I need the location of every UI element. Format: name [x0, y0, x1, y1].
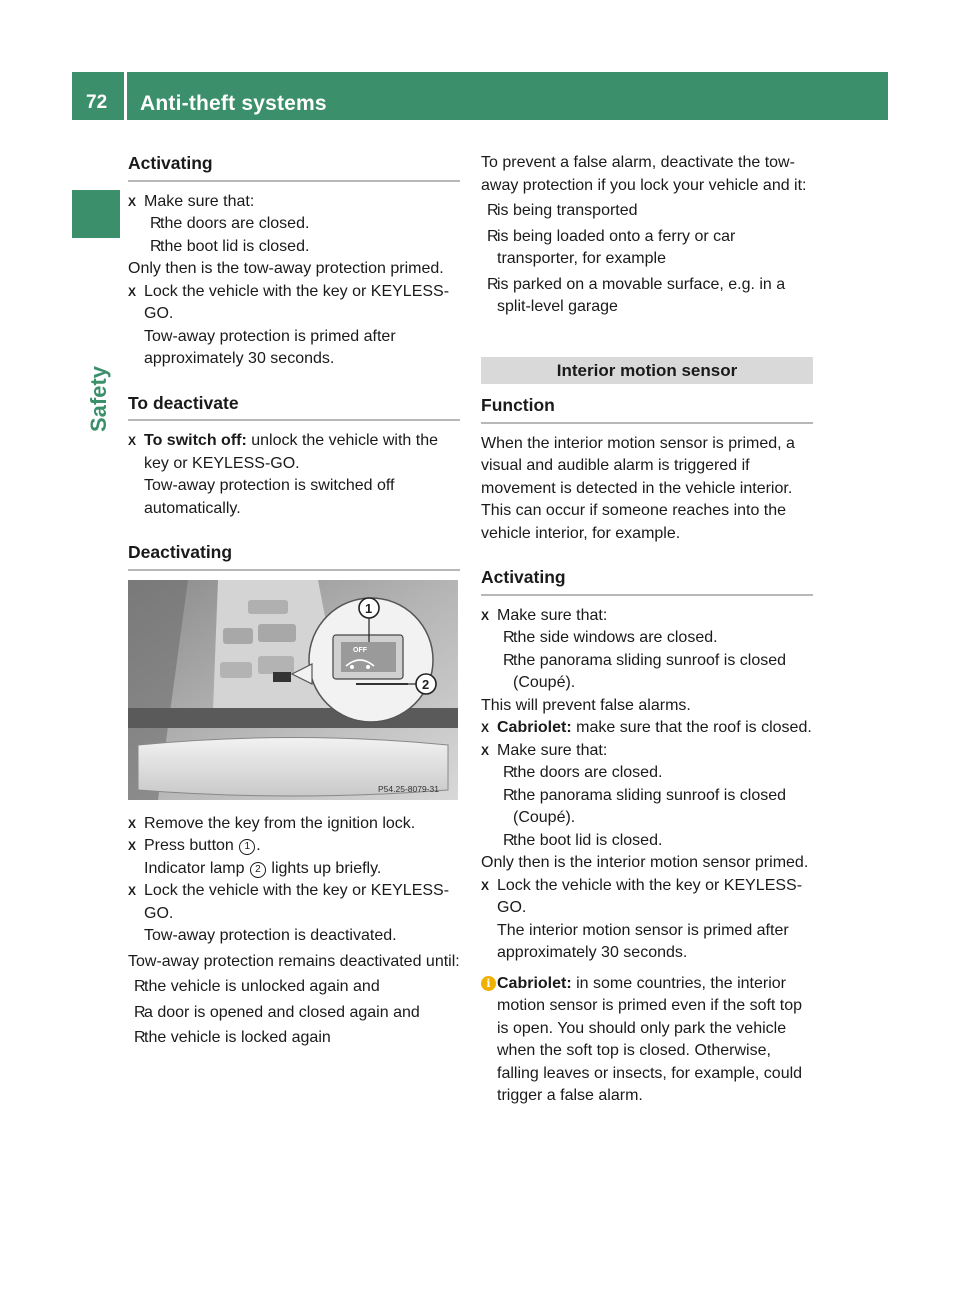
- step: [128, 835, 460, 880]
- page-number: 72: [86, 92, 108, 113]
- bullet-group: [481, 627, 813, 695]
- step-text: Make sure that:: [497, 741, 608, 759]
- step-arrow-icon: X: [481, 608, 490, 623]
- bullet-item: [481, 200, 813, 223]
- step-note: The interior motion sensor is primed after approximately 30 seconds.: [497, 921, 789, 961]
- info-label: Cabriolet:: [497, 974, 572, 992]
- callout-1: 1: [365, 600, 373, 616]
- section-title: Interior motion sensor: [481, 357, 813, 385]
- step-note: Indicator lamp: [144, 859, 249, 877]
- step-text: Lock the vehicle with the key or KEYLESS-GO.: [144, 882, 450, 922]
- bullet-text: the vehicle is unlocked again and: [144, 978, 380, 995]
- header-divider: [124, 72, 127, 120]
- cabriolet-label: Cabriolet:: [497, 719, 572, 736]
- heading-activating: Activating: [128, 152, 460, 182]
- bullet-text: is parked on a movable surface, e.g. in a split-level garage: [497, 275, 786, 315]
- overhead-control-panel-image: [128, 580, 458, 800]
- step: [481, 875, 813, 965]
- bullet-item: [144, 213, 460, 236]
- circled-2-icon: 2: [250, 862, 266, 878]
- step-note: Tow-away protection is switched off automatically.: [144, 477, 395, 517]
- image-code: P54.25-8079-31: [378, 783, 439, 794]
- bullet-text: the doors are closed.: [513, 764, 663, 781]
- bullet-text: the vehicle is locked again: [144, 1029, 331, 1046]
- step-note: Tow-away protection is deactivated.: [144, 927, 397, 944]
- step: [128, 813, 460, 836]
- bullet-item: [128, 1027, 460, 1050]
- step-text: Remove the key from the ignition lock.: [144, 814, 416, 832]
- bullet-text: the side windows are closed.: [513, 629, 718, 646]
- bullet-item: [144, 236, 460, 259]
- bullet-text: the doors are closed.: [160, 215, 310, 232]
- bullet-icon: R: [503, 764, 515, 781]
- page-title: Anti-theft systems: [140, 92, 327, 115]
- side-tab-label: [86, 312, 126, 432]
- bullet-icon: R: [487, 275, 499, 293]
- bullet-item: [497, 650, 813, 695]
- bullet-icon: R: [503, 786, 515, 804]
- bullet-text: is being loaded onto a ferry or car transporter, for example: [497, 227, 736, 267]
- bullet-icon: R: [150, 215, 162, 232]
- bullet-icon: R: [503, 629, 515, 646]
- note-text: Only then is the tow-away protection primed.: [128, 260, 444, 277]
- step-text: unlock the vehicle with the key or KEYLESS-GO.: [144, 432, 439, 472]
- step-text-end: .: [256, 837, 261, 854]
- bullet-icon: R: [503, 831, 515, 849]
- bullet-item: [497, 627, 813, 650]
- step-arrow-icon: X: [481, 721, 490, 735]
- off-label: OFF: [353, 646, 367, 654]
- info-text: in some countries, the interior motion sensor is primed even if the soft top is open. You should only park the vehicle when the soft top is closed. Otherwise, falling leaves or insects, for example, could trigger a false alarm.: [497, 974, 803, 1104]
- circled-1-icon: 1: [239, 839, 255, 855]
- step: [128, 880, 460, 948]
- step-arrow-icon: X: [128, 194, 137, 209]
- step-text: Make sure that:: [144, 192, 255, 210]
- bullet-text: the boot lid is closed.: [160, 237, 310, 255]
- bullet-icon: R: [487, 202, 499, 219]
- heading-activating-sensor: Activating: [481, 566, 813, 596]
- bullet-icon: R: [134, 1003, 146, 1021]
- step-arrow-icon: X: [481, 743, 490, 758]
- bullet-icon: R: [134, 1029, 146, 1046]
- bullet-text: a door is opened and closed again and: [144, 1003, 420, 1021]
- step-text: Press button: [144, 837, 239, 854]
- step-note-end: lights up briefly.: [266, 859, 382, 877]
- bullet-item: [481, 226, 813, 271]
- info-note: [481, 973, 813, 1108]
- step: [128, 281, 460, 371]
- bullet-text: the panorama sliding sunroof is closed (Coupé).: [513, 651, 787, 691]
- step: [481, 740, 813, 763]
- left-column: [128, 152, 460, 1050]
- bullet-icon: R: [487, 227, 499, 245]
- step-text: Make sure that:: [497, 606, 608, 624]
- info-icon: i: [481, 976, 496, 991]
- bullet-icon: R: [150, 237, 162, 255]
- control-panel-illustration: [128, 580, 458, 800]
- right-column: [481, 152, 813, 1108]
- bullet-item: [497, 785, 813, 830]
- bullet-text: the panorama sliding sunroof is closed (Coupé).: [513, 786, 787, 826]
- bullet-group: [128, 213, 460, 258]
- step: [481, 717, 813, 740]
- bullet-item: [497, 830, 813, 853]
- step-arrow-icon: X: [481, 878, 490, 893]
- note-text: Only then is the interior motion sensor primed.: [481, 854, 809, 871]
- bullet-icon: R: [503, 651, 515, 669]
- switch-off-label: To switch off:: [144, 432, 247, 449]
- step: [128, 430, 460, 520]
- bullet-text: is being transported: [497, 202, 638, 219]
- step-arrow-icon: X: [128, 884, 137, 898]
- step-arrow-icon: X: [128, 434, 137, 448]
- heading-function: Function: [481, 394, 813, 424]
- step: [128, 191, 460, 214]
- intro-text: To prevent a false alarm, deactivate the tow-away protection if you lock your vehicle and it:: [481, 154, 807, 194]
- note-text: This will prevent false alarms.: [481, 696, 691, 714]
- side-tab-text: Safety: [86, 365, 111, 432]
- step-arrow-icon: X: [128, 839, 137, 853]
- remains-text: Tow-away protection remains deactivated until:: [128, 952, 460, 970]
- bullet-item: [497, 762, 813, 785]
- bullet-group: [481, 762, 813, 852]
- bullet-item: [128, 976, 460, 999]
- callout-2: 2: [422, 676, 430, 692]
- heading-to-deactivate: To deactivate: [128, 392, 460, 422]
- step-text: Lock the vehicle with the key or KEYLESS-GO.: [144, 282, 450, 322]
- bullet-item: [481, 274, 813, 319]
- step-arrow-icon: X: [128, 284, 137, 299]
- step-text: Lock the vehicle with the key or KEYLESS-GO.: [497, 876, 803, 916]
- step-note: Tow-away protection is primed after approximately 30 seconds.: [144, 327, 396, 367]
- function-text: When the interior motion sensor is primed, a visual and audible alarm is triggered if movement is detected in the vehicle interior. This can occur if someone reaches into the vehicle interior, for example.: [481, 434, 795, 542]
- bullet-text: the boot lid is closed.: [513, 831, 663, 849]
- bullet-icon: R: [134, 978, 146, 995]
- step: [481, 605, 813, 628]
- step-text: make sure that the roof is closed.: [571, 719, 812, 736]
- bullet-item: [128, 1002, 460, 1025]
- side-tab-block: [72, 190, 120, 238]
- heading-deactivating: Deactivating: [128, 541, 460, 571]
- step-arrow-icon: X: [128, 816, 137, 831]
